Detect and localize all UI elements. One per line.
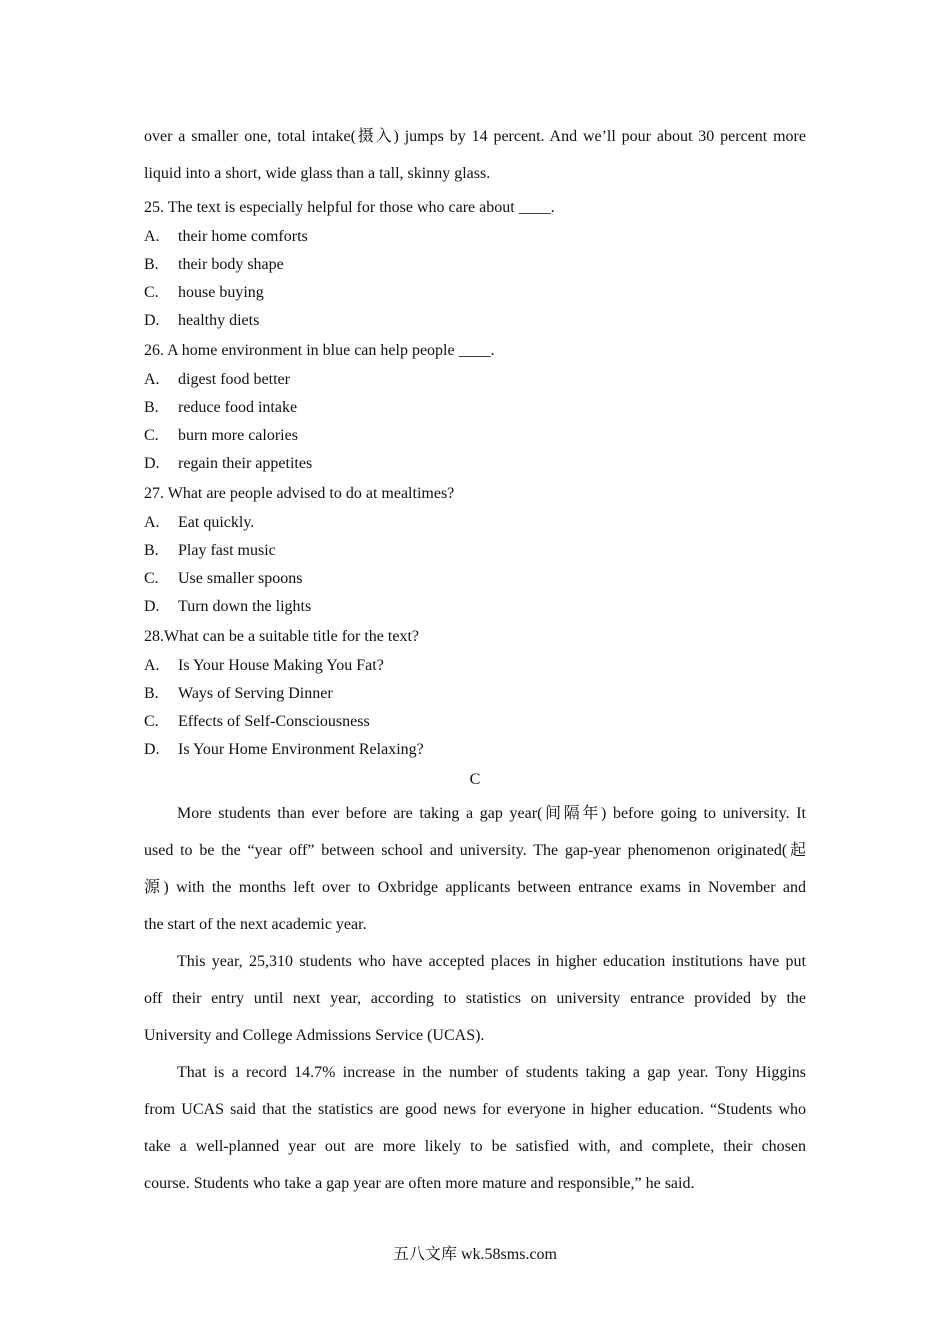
option-letter: A.: [144, 228, 160, 245]
option-a[interactable]: [144, 652, 806, 680]
option-text: Use smaller spoons: [178, 570, 303, 587]
question-27: [144, 478, 806, 621]
option-text: Play fast music: [178, 542, 276, 559]
option-b[interactable]: [144, 680, 806, 708]
option-letter: A.: [144, 371, 160, 388]
text-line: This year, 25,310 students who have accepted places in higher education institutions have put: [177, 953, 806, 970]
passage-b-tail: [144, 118, 806, 192]
option-b[interactable]: [144, 537, 806, 565]
option-letter: C.: [144, 713, 159, 730]
question-stem: 28.What can be a suitable title for the text?: [144, 628, 419, 645]
option-text: Effects of Self-Consciousness: [178, 713, 370, 730]
text-line: liquid into a short, wide glass than a tall, skinny glass.: [144, 165, 491, 182]
option-letter: C.: [144, 570, 159, 587]
option-letter: D.: [144, 312, 160, 329]
option-c[interactable]: [144, 422, 806, 450]
option-letter: D.: [144, 455, 160, 472]
option-text: Is Your House Making You Fat?: [178, 657, 384, 674]
option-text: Turn down the lights: [178, 598, 312, 615]
text-line: 源) with the months left over to Oxbridge applicants between entrance exams in November and: [144, 879, 806, 896]
text-line: course. Students who take a gap year are often more mature and responsible,” he said.: [144, 1175, 695, 1192]
text-line: used to be the “year off” between school and university. The gap-year phenomenon originated(起: [144, 842, 806, 859]
question-stem: 27. What are people advised to do at mealtimes?: [144, 485, 455, 502]
option-text: reduce food intake: [178, 399, 298, 416]
text-line: over a smaller one, total intake(摄入) jumps by 14 percent. And we’ll pour about 30 percent more: [144, 128, 806, 145]
question-25: [144, 192, 806, 335]
option-c[interactable]: [144, 708, 806, 736]
option-a[interactable]: [144, 366, 806, 394]
text-line: University and College Admissions Service (UCAS).: [144, 1027, 485, 1044]
question-stem: 26. A home environment in blue can help people ____.: [144, 342, 495, 359]
option-letter: D.: [144, 741, 160, 758]
option-text: digest food better: [178, 371, 290, 388]
option-text: healthy diets: [178, 312, 260, 329]
option-letter: C.: [144, 427, 159, 444]
option-letter: B.: [144, 685, 159, 702]
option-letter: A.: [144, 514, 160, 531]
question-26: [144, 335, 806, 478]
option-text: Eat quickly.: [178, 514, 255, 531]
option-letter: C.: [144, 284, 159, 301]
option-a[interactable]: [144, 509, 806, 537]
option-c[interactable]: [144, 565, 806, 593]
question-28: [144, 621, 806, 764]
page-footer: 五八文库 wk.58sms.com: [392, 1246, 557, 1263]
option-text: their home comforts: [178, 228, 308, 245]
option-d[interactable]: [144, 307, 806, 335]
option-d[interactable]: [144, 450, 806, 478]
option-a[interactable]: [144, 223, 806, 251]
option-text: their body shape: [178, 256, 284, 273]
option-letter: B.: [144, 256, 159, 273]
text-line: That is a record 14.7% increase in the number of students taking a gap year. Tony Higgins: [177, 1064, 806, 1081]
option-text: burn more calories: [178, 427, 298, 444]
section-heading: C: [469, 771, 481, 788]
paragraph: [144, 943, 806, 1054]
option-d[interactable]: [144, 593, 806, 621]
page-content: [144, 118, 806, 1202]
text-line: take a well-planned year out are more likely to be satisfied with, and complete, their chosen: [144, 1138, 806, 1155]
option-letter: A.: [144, 657, 160, 674]
option-b[interactable]: [144, 251, 806, 279]
option-c[interactable]: [144, 279, 806, 307]
option-letter: D.: [144, 598, 160, 615]
option-letter: B.: [144, 399, 159, 416]
paragraph: [144, 1054, 806, 1202]
text-line: the start of the next academic year.: [144, 916, 367, 933]
passage-c: [144, 795, 806, 1202]
option-d[interactable]: [144, 736, 806, 764]
option-letter: B.: [144, 542, 159, 559]
text-line: More students than ever before are taking a gap year(间隔年) before going to university. It: [177, 805, 806, 822]
paragraph: [144, 795, 806, 943]
text-line: off their entry until next year, according to statistics on university entrance provided by the: [144, 990, 806, 1007]
text-line: from UCAS said that the statistics are good news for everyone in higher education. “Students who: [144, 1101, 806, 1118]
option-text: house buying: [178, 284, 264, 301]
question-stem: 25. The text is especially helpful for those who care about ____.: [144, 199, 555, 216]
option-text: Is Your Home Environment Relaxing?: [178, 741, 424, 758]
option-text: Ways of Serving Dinner: [178, 685, 333, 702]
option-text: regain their appetites: [178, 455, 313, 472]
option-b[interactable]: [144, 394, 806, 422]
